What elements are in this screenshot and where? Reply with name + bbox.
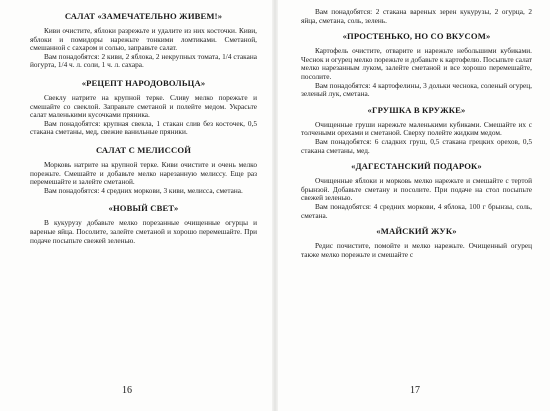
recipe-instructions: Морковь натрите на крупной терке. Киви очистите и очень мелко порежьте. Смешайте и добавьте мелко нарезанную мелиссу. Еще раз перемешайте и залейте сметаной. [30, 159, 257, 187]
recipe-title: «РЕЦЕПТ НАРОДОВОЛЬЦА» [81, 77, 206, 88]
recipe-title: «МАЙСКИЙ ЖУК» [376, 226, 457, 237]
recipe-title: «ПРОСТЕНЬКО, НО СО ВКУСОМ» [342, 31, 491, 42]
recipe-title: САЛАТ «ЗАМЕЧАТЕЛЬНО ЖИВЕМ!» [64, 11, 223, 21]
recipe-instructions: Редис почистите, помойте и мелко нарежьте. Очищенный огурец также мелко порежьте и смешайте с [301, 241, 532, 259]
recipe-ingredients: Вам понадобятся: 6 сладких груш, 0,5 стакана грецких орехов, 0,5 стакана сметаны, мед. [301, 136, 532, 155]
recipe-grushka-v-kruzhke [301, 105, 532, 155]
recipe-title: «НОВЫЙ СВЕТ» [108, 203, 179, 214]
recipe-ingredients: Вам понадобятся: 2 стакана вареных зерен кукурузы, 2 огурца, 2 яйца, сметана, соль, зелень. [301, 7, 532, 25]
recipe-continuation [301, 8, 532, 25]
recipe-instructions: Киви очистите, яблоки разрежьте и удалите из них косточки. Киви, яблоки и помидоры нарежьте тонкими ломтиками. Сметаной, смешанной с сахаром и солью, заправьте салат. [30, 26, 257, 53]
recipe-novyi-svet [30, 203, 257, 245]
right-page [275, 0, 550, 411]
recipe-instructions: Картофель очистите, отварите и нарежьте небольшими кубиками. Чеснок и огурец мелко порежьте и добавьте к картофелю. Посыпьте салат мелко нарезанным луком, залейте сметаной и все хорошо перемешайте, посолите. [301, 46, 532, 81]
page-number: 17 [410, 385, 420, 396]
recipe-instructions: Очищенные груши нарежьте маленькими кубиками. Смешайте их с толчеными орехами и сметаной. Сверху полейте жидким медом. [301, 119, 532, 138]
recipe-ingredients: Вам понадобятся: 4 картофелины, 3 дольки чеснока, соленый огурец, зеленый лук, сметана. [301, 80, 532, 99]
recipe-melissa-salad [30, 145, 257, 195]
recipe-title: САЛАТ С МЕЛИССОЙ [95, 144, 192, 155]
recipe-ingredients: Вам понадобятся: крупная свекла, 1 стакан слив без косточек, 0,5 стакана сметаны, мед, свежие ванильные пряники. [30, 118, 257, 137]
recipe-narodovolets [30, 78, 257, 137]
recipe-instructions: Очищенные яблоки и морковь мелко нарежьте и смешайте с тертой брынзой. Добавьте сметану и посолите. При подаче на стол посыпьте свежей зеленью. [301, 176, 532, 203]
recipe-title: «ДАГЕСТАНСКИЙ ПОДАРОК» [351, 161, 482, 172]
recipe-ingredients: Вам понадобятся: 2 киви, 2 яблока, 2 некрупных томата, 1/4 стакана йогурта, 1/4 ч. л. соли, 1 ч. л. сахара. [30, 51, 257, 70]
recipe-ingredients: Вам понадобятся: 4 средних моркови, 4 яблока, 100 г брынзы, соль, сметана. [301, 201, 532, 220]
recipe-instructions: Свеклу натрите на крупной терке. Сливу мелко порежьте и смешайте со свеклой. Заправьте сметаной и полейте медом. Украсьте салат маленькими кусочками пряника. [30, 92, 257, 120]
recipe-zamechatelno-zhivem [30, 11, 257, 70]
recipe-prostenko [301, 31, 532, 99]
recipe-instructions: В кукурузу добавьте мелко порезанные очищенные огурцы и вареные яйца. Посолите, залейте сметаной и хорошо перемешайте. При подаче посыпьте свежей зеленью. [30, 218, 257, 245]
recipe-title: «ГРУШКА В КРУЖКЕ» [367, 104, 466, 115]
recipe-maiskii-zhuk [301, 226, 532, 259]
page-number: 16 [122, 385, 132, 396]
recipe-dagestanskii-podarok [301, 161, 532, 220]
recipe-ingredients: Вам понадобятся: 4 средних моркови, 3 киви, мелисса, сметана. [44, 185, 243, 195]
